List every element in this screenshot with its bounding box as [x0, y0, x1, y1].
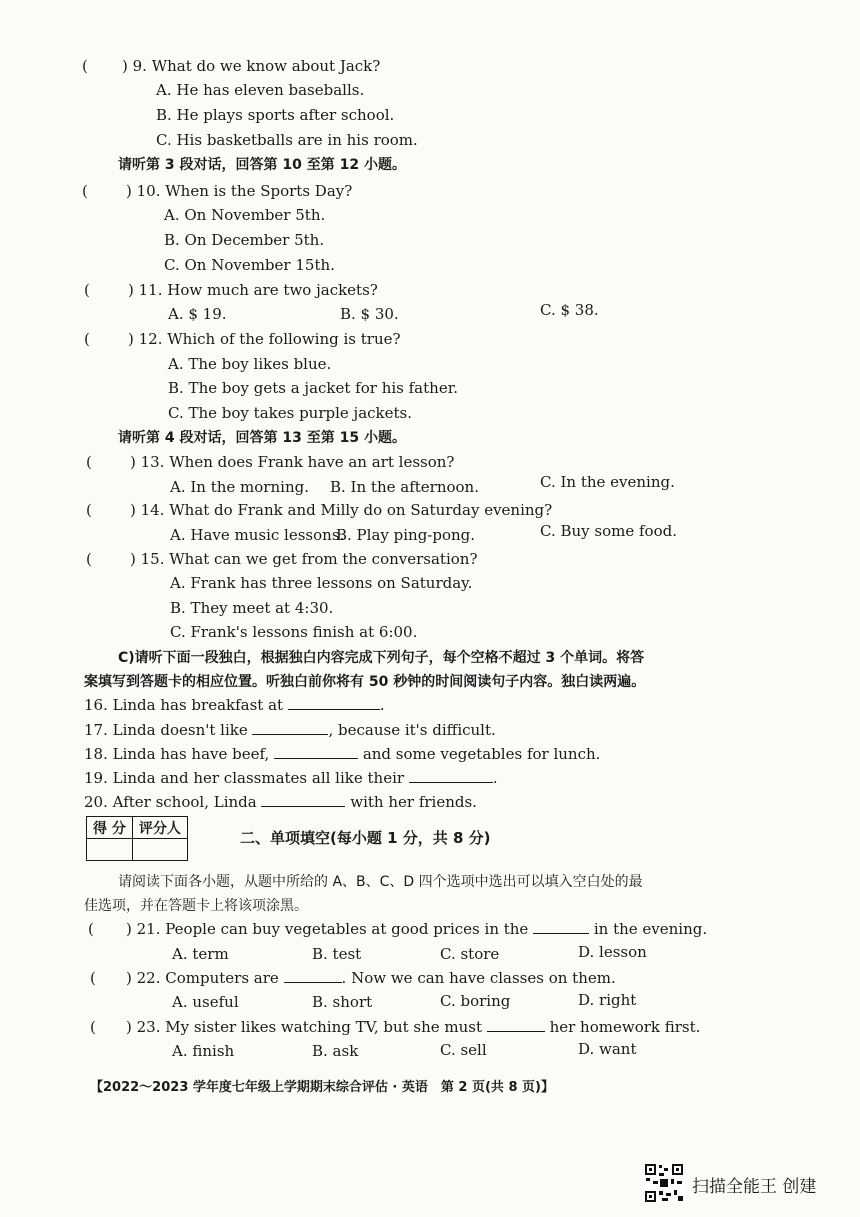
option: B. He plays sports after school.	[156, 106, 395, 124]
question-13: ) 13. When does Frank have an art lesson?	[130, 453, 455, 471]
option: B. The boy gets a jacket for his father.	[168, 379, 458, 397]
section-2-title: 二、单项填空(每小题 1 分，共 8 分)	[240, 829, 491, 847]
fill-16: 16. Linda has breakfast at .	[84, 696, 385, 714]
option: A. useful	[172, 993, 239, 1011]
option: A. On November 5th.	[164, 206, 326, 224]
question-11: ) 11. How much are two jackets?	[128, 281, 378, 299]
question-12: ) 12. Which of the following is true?	[128, 330, 401, 348]
answer-paren: (	[86, 501, 92, 519]
score-cell[interactable]	[87, 839, 133, 861]
option: C. sell	[440, 1041, 487, 1059]
option: C. The boy takes purple jackets.	[168, 404, 412, 422]
option: A. The boy likes blue.	[168, 355, 332, 373]
score-header: 得 分	[87, 817, 133, 839]
option: D. right	[578, 991, 637, 1009]
option: C. On November 15th.	[164, 256, 335, 274]
option: A. In the morning.	[170, 478, 309, 496]
option: C. boring	[440, 992, 511, 1010]
answer-paren: (	[82, 57, 88, 75]
answer-paren: (	[82, 182, 88, 200]
qr-code-icon	[644, 1163, 684, 1203]
option: C. store	[440, 945, 500, 963]
option: C. His basketballs are in his room.	[156, 131, 418, 149]
score-table	[86, 816, 188, 861]
option: B. ask	[312, 1042, 359, 1060]
option: A. Frank has three lessons on Saturday.	[170, 574, 473, 592]
option: C. Buy some food.	[540, 522, 677, 540]
fill-20: 20. After school, Linda with her friends.	[84, 793, 477, 811]
question-14: ) 14. What do Frank and Milly do on Saturday evening?	[130, 501, 553, 519]
option: B. test	[312, 945, 362, 963]
dialog-3-instruction: 请听第 3 段对话，回答第 10 至第 12 小题。	[118, 157, 406, 173]
option: B. Play ping-pong.	[336, 526, 476, 544]
option: B. $ 30.	[340, 305, 399, 323]
grader-header: 评分人	[132, 817, 187, 839]
option: A. term	[172, 945, 229, 963]
option: B. In the afternoon.	[330, 478, 479, 496]
question-22: ) 22. Computers are . Now we can have classes on them.	[126, 969, 616, 987]
section-c-instruction-2: 案填写到答题卡的相应位置。听独白前你将有 50 秒钟的时间阅读句子内容。独白读两遍。	[84, 674, 646, 690]
option: A. He has eleven baseballs.	[156, 81, 365, 99]
question-10: ) 10. When is the Sports Day?	[126, 182, 353, 200]
question-21: ) 21. People can buy vegetables at good prices in the in the evening.	[126, 920, 708, 938]
section-2-instruction-1: 请阅读下面各小题，从题中所给的 A、B、C、D 四个选项中选出可以填入空白处的最	[118, 874, 643, 890]
answer-paren: (	[84, 330, 90, 348]
option: D. want	[578, 1040, 637, 1058]
option: A. $ 19.	[168, 305, 227, 323]
option: D. lesson	[578, 943, 647, 961]
option: C. Frank's lessons finish at 6:00.	[170, 623, 418, 641]
answer-paren: (	[90, 1018, 96, 1036]
section-2-instruction-2: 佳选项，并在答题卡上将该项涂黑。	[84, 898, 308, 914]
fill-17: 17. Linda doesn't like , because it's difficult.	[84, 721, 496, 739]
answer-paren: (	[84, 281, 90, 299]
question-9: ) 9. What do we know about Jack?	[122, 57, 381, 75]
scanner-watermark: 扫描全能王 创建	[692, 1177, 817, 1197]
option: C. $ 38.	[540, 301, 599, 319]
option: B. short	[312, 993, 373, 1011]
option: B. They meet at 4:30.	[170, 599, 334, 617]
grader-cell[interactable]	[132, 839, 187, 861]
fill-18: 18. Linda has have beef, and some vegetables for lunch.	[84, 745, 601, 763]
section-c-instruction-1: C)请听下面一段独白，根据独白内容完成下列句子，每个空格不超过 3 个单词。将答	[118, 650, 645, 666]
answer-paren: (	[86, 550, 92, 568]
page-footer: 【2022～2023 学年度七年级上学期期末综合评估 · 英语 第 2 页(共 8 页)】	[90, 1080, 554, 1095]
question-23: ) 23. My sister likes watching TV, but she must her homework first.	[126, 1018, 701, 1036]
fill-19: 19. Linda and her classmates all like their .	[84, 769, 498, 787]
question-15: ) 15. What can we get from the conversation?	[130, 550, 478, 568]
dialog-4-instruction: 请听第 4 段对话，回答第 13 至第 15 小题。	[118, 430, 406, 446]
option: A. Have music lessons.	[170, 526, 345, 544]
option: C. In the evening.	[540, 473, 675, 491]
answer-paren: (	[86, 453, 92, 471]
option: B. On December 5th.	[164, 231, 325, 249]
answer-paren: (	[88, 920, 94, 938]
option: A. finish	[172, 1042, 235, 1060]
answer-paren: (	[90, 969, 96, 987]
